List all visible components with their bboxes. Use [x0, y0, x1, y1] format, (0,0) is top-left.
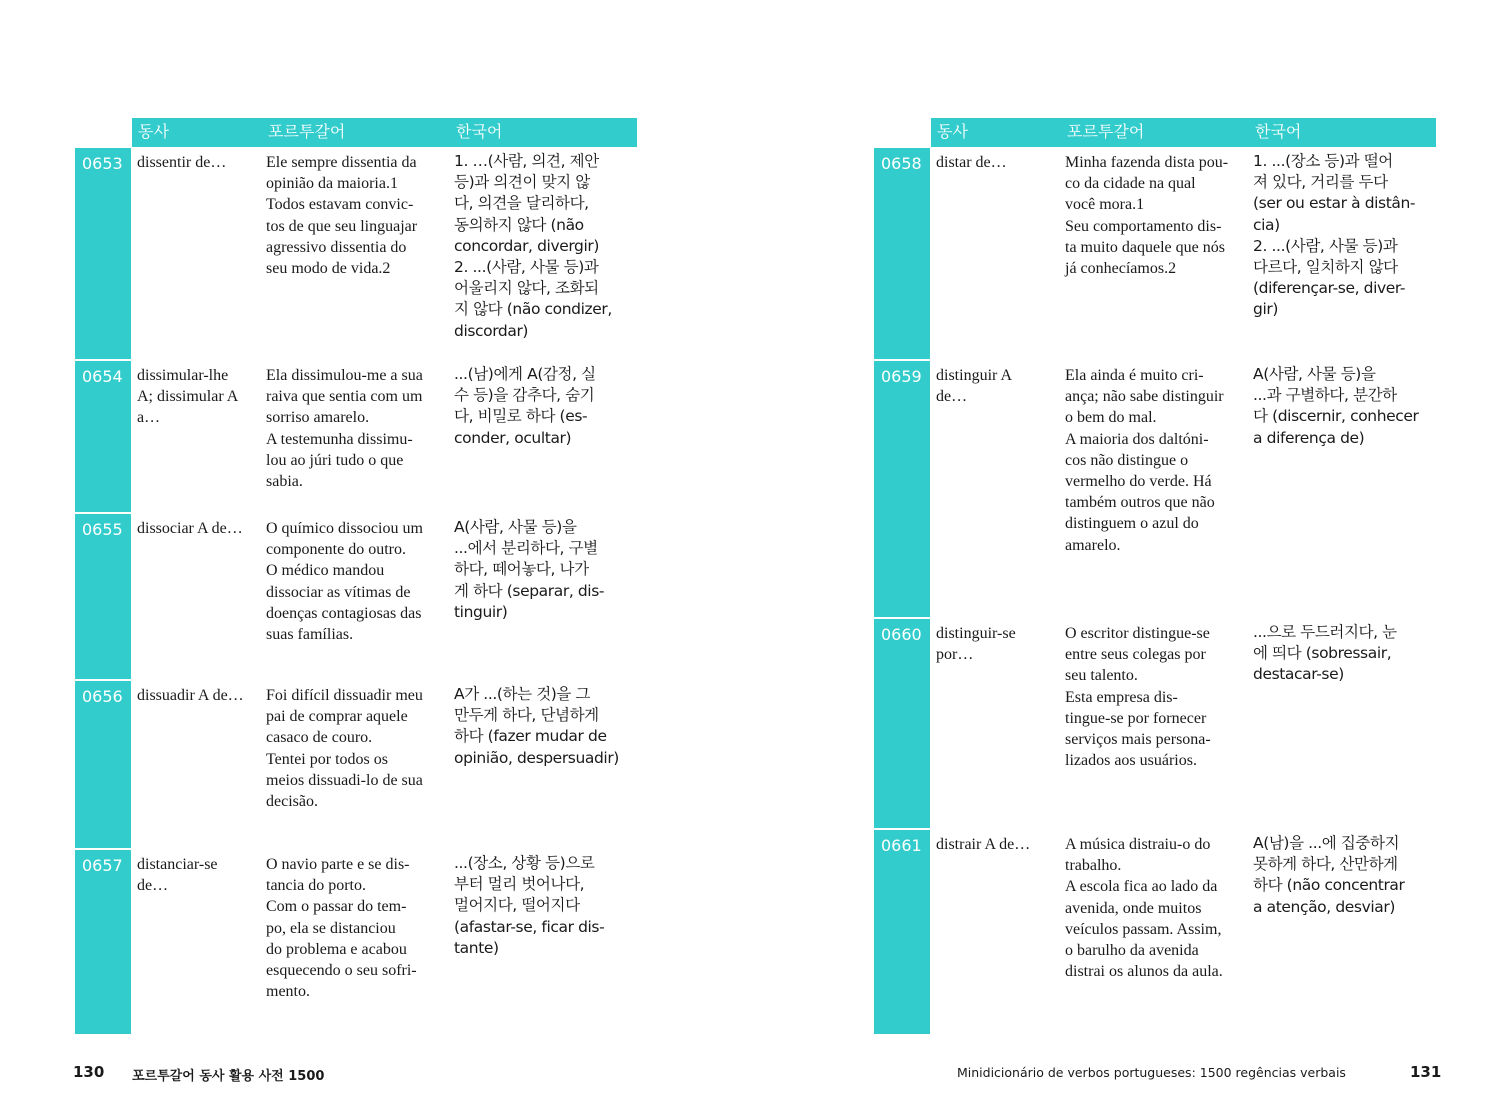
- entry-korean-line: concordar, divergir): [454, 236, 600, 255]
- entry-verb: [137, 365, 261, 429]
- entry-korean-line: discordar): [454, 321, 529, 340]
- entry-verb-line: de…: [936, 388, 968, 406]
- entry-verb: [137, 518, 261, 539]
- entry-korean: [1253, 622, 1438, 686]
- entry-korean: [1253, 364, 1438, 449]
- column-header: [75, 118, 637, 146]
- entry-example-line: pai de comprar aquele: [266, 708, 408, 726]
- entry-korean-line: destacar-se): [1253, 665, 1344, 684]
- entry-example-line: agressivo dissentia do: [266, 238, 407, 256]
- entry-verb-line: dissuadir A de…: [137, 687, 244, 704]
- entry-korean-line: tante): [454, 938, 499, 957]
- entry-korean-line: gir): [1253, 300, 1278, 319]
- entry-example-line: Minha fazenda dista pou-: [1065, 154, 1229, 171]
- entry-example-line: esquecendo o seu sofri-: [266, 962, 417, 980]
- page-number-right: 131: [1410, 1063, 1442, 1081]
- entry-example-line: doenças contagiosas das: [266, 604, 422, 622]
- entry-example-line: lou ao júri tudo o que: [266, 451, 404, 469]
- entry-example-line: distinguem o azul do: [1065, 515, 1199, 533]
- entry-verb: [137, 152, 261, 173]
- entry-korean-line: 다르다, 일치하지 않다: [1253, 258, 1398, 277]
- entry-example-line: Seu comportamento dis-: [1065, 217, 1222, 235]
- entry-korean-line: conder, ocultar): [454, 428, 572, 447]
- entry-verb-line: a…: [137, 409, 161, 427]
- entry-korean-line: A가 ...(하는 것)을 그: [454, 685, 591, 703]
- entry-example-line: também outros que não: [1065, 494, 1215, 512]
- entry-korean-line: 다, 비밀로 하다 (es-: [454, 407, 588, 426]
- column-header: [874, 118, 1436, 146]
- entry-korean-line: 못하게 하다, 산만하게: [1253, 855, 1398, 874]
- entry-example-line: A maioria dos daltóni-: [1065, 430, 1209, 448]
- entry-korean-line: ...과 구별하다, 분간하: [1253, 386, 1397, 405]
- entry-korean: [1253, 151, 1438, 321]
- entry-verb: [936, 152, 1060, 173]
- entry-example-line: sabia.: [266, 473, 303, 491]
- entry-row: [874, 148, 1436, 359]
- entry-korean-line: 1. ...(장소 등)과 떨어: [1253, 152, 1393, 170]
- header-rule: [132, 146, 637, 147]
- entry-number: 0660: [874, 619, 930, 828]
- right-page: [874, 118, 1436, 981]
- entry-korean-line: tinguir): [454, 602, 508, 621]
- entry-example-line: Todos estavam convic-: [266, 196, 414, 214]
- entry-number: 0658: [874, 148, 930, 359]
- entry-row: [874, 619, 1436, 828]
- entry-korean-line: 다, 의견을 달리하다,: [454, 194, 589, 213]
- entry-korean-line: 게 하다 (separar, dis-: [454, 581, 605, 600]
- entry-korean: [454, 151, 639, 342]
- entry-example-line: ança; não sabe distinguir: [1065, 388, 1224, 406]
- entry-korean-line: 수 등)을 감추다, 숨기: [454, 386, 595, 405]
- entry-verb: [936, 834, 1060, 855]
- entry-example: [266, 365, 450, 492]
- entry-row: [874, 361, 1436, 617]
- entry-korean-line: A(사람, 사물 등)을: [1253, 365, 1376, 383]
- entry-row: [75, 850, 637, 1034]
- entry-korean-line: A(사람, 사물 등)을: [454, 518, 577, 536]
- entry-example-line: decisão.: [266, 793, 318, 811]
- running-head-left: 포르투갈어 동사 활용 사전 1500: [132, 1069, 325, 1084]
- entry-example: [266, 854, 450, 1002]
- entry-korean-line: ...(남)에게 A(감정, 실: [454, 365, 596, 383]
- entry-example-line: serviços mais persona-: [1065, 731, 1211, 749]
- entry-example: [266, 152, 450, 279]
- entry-example-line: ta muito daquele que nós: [1065, 238, 1225, 256]
- entry-korean-line: 2. ...(사람, 사물 등)과: [1253, 236, 1398, 255]
- entry-korean-line: 하다 (fazer mudar de: [454, 727, 607, 746]
- entry-example-line: O médico mandou: [266, 562, 385, 580]
- entry-verb: [936, 623, 1060, 665]
- entry-korean-line: (diferençar-se, diver-: [1253, 279, 1406, 298]
- entry-korean-line: (afastar-se, ficar dis-: [454, 917, 605, 936]
- entry-example: [1065, 365, 1249, 556]
- entry-example-line: tancia do porto.: [266, 877, 366, 895]
- entry-example-line: você mora.1: [1065, 196, 1145, 214]
- entry-example-line: suas famílias.: [266, 626, 354, 644]
- entry-example-line: cos não distingue o: [1065, 451, 1189, 469]
- entry-verb: [936, 365, 1060, 407]
- entry-example: [266, 685, 450, 812]
- entry-example-line: Tentei por todos os: [266, 750, 388, 768]
- entry-korean: [454, 853, 639, 959]
- entry-row: [75, 361, 637, 512]
- entry-example: [1065, 152, 1249, 279]
- entry-verb-line: dissimular-lhe: [137, 367, 229, 384]
- entry-example-line: seu modo de vida.2: [266, 260, 391, 278]
- entry-verb: [137, 685, 261, 706]
- entry-example-line: A testemunha dissimu-: [266, 430, 413, 448]
- entry-example-line: meios dissuadi-lo de sua: [266, 771, 423, 789]
- entry-korean: [1253, 833, 1438, 918]
- entry-verb-line: de…: [137, 877, 169, 895]
- entry-korean-line: 2. ...(사람, 사물 등)과: [454, 258, 599, 277]
- entry-korean-line: (ser ou estar à distân-: [1253, 194, 1416, 213]
- entry-verb-line: distinguir-se: [936, 625, 1016, 642]
- entry-example-line: o bem do mal.: [1065, 409, 1157, 427]
- entry-verb-line: distinguir A: [936, 367, 1013, 384]
- entry-example-line: Ela ainda é muito cri-: [1065, 367, 1204, 384]
- entry-example-line: Esta empresa dis-: [1065, 688, 1178, 706]
- entry-korean-line: ...에서 분리하다, 구별: [454, 539, 598, 558]
- entry-verb-line: distrair A de…: [936, 836, 1031, 853]
- entry-korean: [454, 364, 639, 449]
- entry-example-line: distrai os alunos da aula.: [1065, 963, 1223, 981]
- entry-verb-line: dissociar A de…: [137, 520, 243, 537]
- entry-example-line: amarelo.: [1065, 536, 1121, 554]
- entry-example-line: componente do outro.: [266, 541, 406, 559]
- entry-example-line: Com o passar do tem-: [266, 898, 407, 916]
- entry-row: [874, 830, 1436, 1034]
- entry-example-line: raiva que sentia com um: [266, 388, 423, 406]
- header-korean: 한국어: [1249, 118, 1436, 146]
- entry-example-line: seu talento.: [1065, 667, 1138, 685]
- entry-verb-line: distanciar-se: [137, 856, 218, 873]
- entry-example-line: A música distraiu-o do: [1065, 836, 1211, 853]
- entry-number: 0653: [75, 148, 131, 359]
- entry-example-line: Ele sempre dissentia da: [266, 154, 417, 171]
- left-page: [75, 118, 637, 1001]
- header-portuguese: 포르투갈어: [1061, 118, 1249, 146]
- entry-verb-line: dissentir de…: [137, 154, 227, 171]
- entry-example-line: tingue-se por fornecer: [1065, 709, 1207, 727]
- entry-example-line: sorriso amarelo.: [266, 409, 370, 427]
- entry-verb-line: distar de…: [936, 154, 1007, 171]
- entry-verb-line: por…: [936, 646, 974, 664]
- entry-korean-line: 하다, 떼어놓다, 나가: [454, 560, 589, 579]
- entry-korean-line: 멀어지다, 떨어지다: [454, 896, 580, 915]
- entry-verb-line: A; dissimular A: [137, 388, 239, 406]
- entry-korean-line: 어울리지 않다, 조화되: [454, 279, 599, 298]
- entry-korean-line: 지 않다 (não condizer,: [454, 300, 612, 319]
- entry-example-line: veículos passam. Assim,: [1065, 920, 1222, 938]
- entry-example-line: lizados aos usuários.: [1065, 752, 1197, 770]
- entry-row: [75, 514, 637, 679]
- entry-korean-line: 1. …(사람, 의견, 제안: [454, 152, 599, 170]
- entry-example-line: Foi difícil dissuadir meu: [266, 687, 423, 704]
- entry-example-line: A escola fica ao lado da: [1065, 878, 1218, 896]
- entry-row: [75, 681, 637, 848]
- entry-example-line: mento.: [266, 983, 310, 1001]
- entry-korean-line: A(남)을 ...에 집중하지: [1253, 834, 1400, 852]
- entry-korean-line: a atenção, desviar): [1253, 897, 1395, 916]
- entry-example-line: opinião da maioria.1: [266, 175, 398, 193]
- entry-korean-line: 져 있다, 거리를 두다: [1253, 173, 1388, 192]
- entry-example-line: do problema e acabou: [266, 940, 407, 958]
- entry-example-line: entre seus colegas por: [1065, 646, 1206, 664]
- entry-example-line: Ela dissimulou-me a sua: [266, 367, 423, 384]
- entry-example: [1065, 834, 1249, 982]
- entry-number: 0659: [874, 361, 930, 617]
- running-head-right: Minidicionário de verbos portugueses: 1500 regências verbais: [957, 1065, 1346, 1080]
- entry-korean: [454, 517, 639, 623]
- entry-number: 0656: [75, 681, 131, 848]
- entry-korean-line: 다 (discernir, conhecer: [1253, 407, 1419, 426]
- entry-korean-line: 동의하지 않다 (não: [454, 215, 584, 234]
- entry-example-line: casaco de couro.: [266, 729, 373, 747]
- entry-example: [266, 518, 450, 645]
- entry-korean-line: ...으로 두드러지다, 눈: [1253, 623, 1397, 641]
- entry-example-line: co da cidade na qual: [1065, 175, 1196, 193]
- entry-number: 0661: [874, 830, 930, 1034]
- entry-korean-line: 부터 멀리 벗어나다,: [454, 875, 585, 894]
- header-verb: 동사: [132, 118, 262, 146]
- entry-example-line: vermelho do verde. Há: [1065, 473, 1212, 491]
- entry-example-line: já conhecíamos.2: [1065, 260, 1177, 278]
- entry-number: 0657: [75, 850, 131, 1034]
- entry-number: 0655: [75, 514, 131, 679]
- entry-example-line: o barulho da avenida: [1065, 942, 1199, 960]
- entry-number: 0654: [75, 361, 131, 512]
- entry-example-line: trabalho.: [1065, 857, 1122, 875]
- entry-verb: [137, 854, 261, 896]
- entry-korean: [454, 684, 639, 769]
- entry-korean-line: 만두게 하다, 단념하게: [454, 706, 599, 725]
- entry-example-line: O escritor distingue-se: [1065, 625, 1210, 642]
- entry-korean-line: opinião, despersuadir): [454, 748, 619, 767]
- entry-example-line: dissociar as vítimas de: [266, 583, 411, 601]
- entry-example-line: po, ela se distanciou: [266, 919, 396, 937]
- entry-korean-line: 에 띄다 (sobressair,: [1253, 644, 1392, 663]
- entry-example: [1065, 623, 1249, 771]
- page-number-left: 130: [73, 1063, 105, 1081]
- header-portuguese: 포르투갈어: [262, 118, 450, 146]
- entry-korean-line: cia): [1253, 215, 1280, 234]
- entry-korean-line: 하다 (não concentrar: [1253, 876, 1405, 895]
- entry-example-line: avenida, onde muitos: [1065, 899, 1202, 917]
- entry-korean-line: 등)과 의견이 맞지 않: [454, 173, 590, 192]
- entry-example-line: O químico dissociou um: [266, 520, 423, 537]
- header-verb: 동사: [931, 118, 1061, 146]
- entry-korean-line: ...(장소, 상황 등)으로: [454, 854, 595, 872]
- header-korean: 한국어: [450, 118, 637, 146]
- entry-example-line: O navio parte e se dis-: [266, 856, 410, 873]
- header-rule: [931, 146, 1436, 147]
- entry-row: [75, 148, 637, 359]
- entry-example-line: tos de que seu linguajar: [266, 217, 418, 235]
- entry-korean-line: a diferença de): [1253, 428, 1365, 447]
